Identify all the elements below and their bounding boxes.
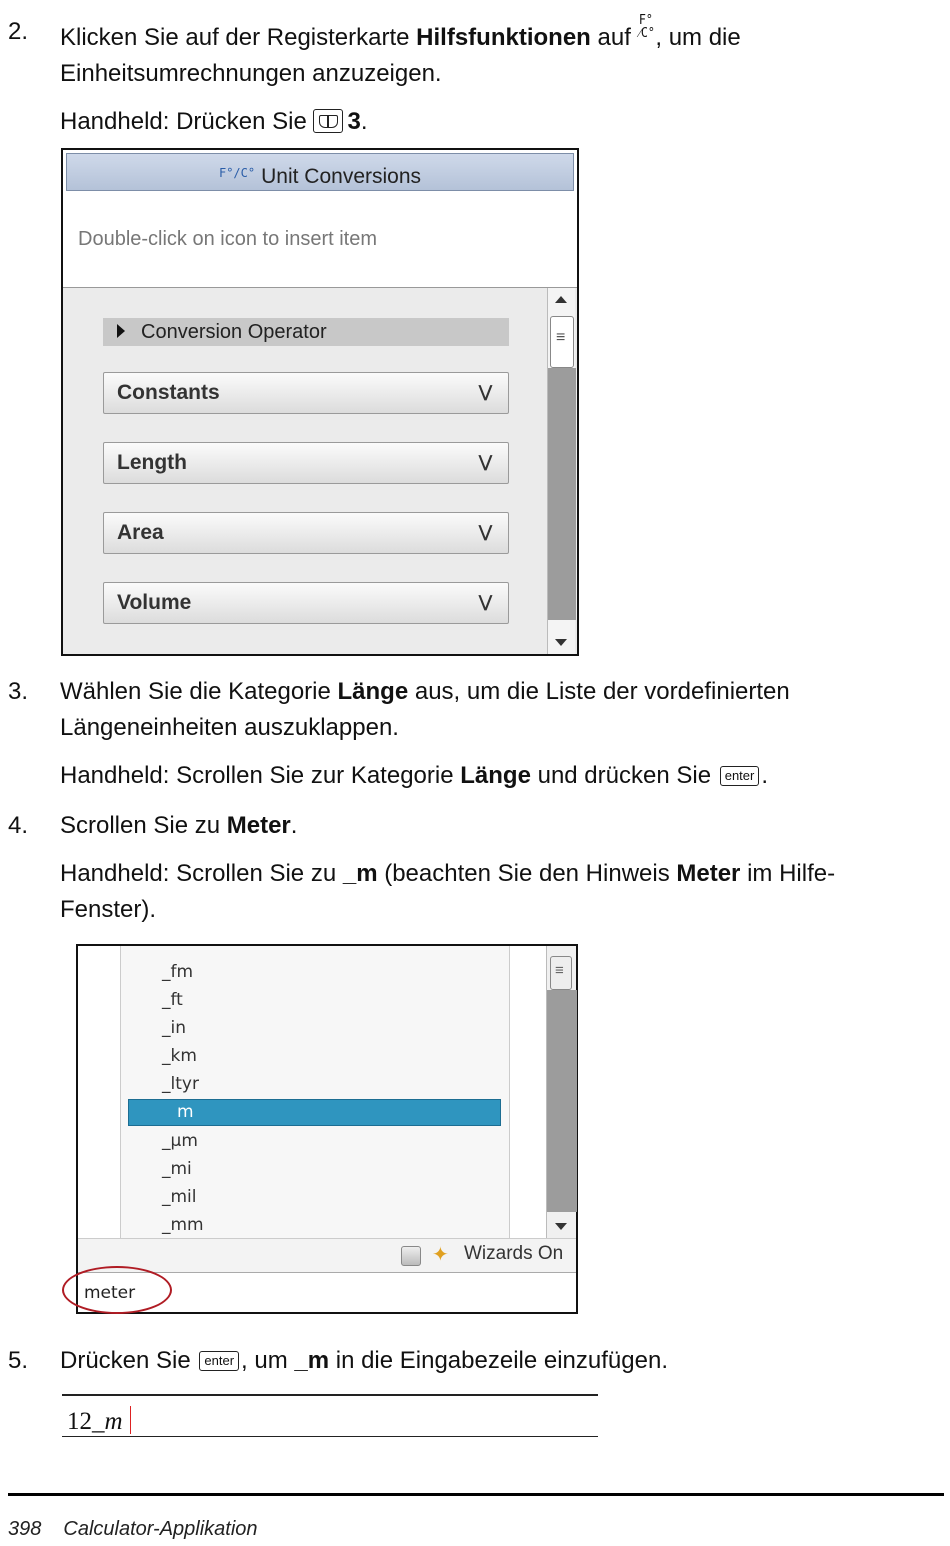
step-text: aus, um die Liste der vordefinierten [408,678,790,705]
unit-conversion-icon: F° ⁄C° [638,13,655,41]
handheld-text: (beachten Sie den Hinweis [377,860,677,887]
scroll-down-icon[interactable] [555,639,567,646]
wizards-bar [78,1238,576,1272]
category-name-laenge: Länge [337,678,409,705]
entry-line-value[interactable] [67,1408,123,1436]
step-number: 3. [8,678,29,705]
scroll-track[interactable] [547,990,577,1212]
unit-name-meter: Meter [676,860,741,887]
punctuation: . [290,812,298,839]
handheld-text: Handheld: Drücken Sie [60,108,314,135]
unit-name-meter: Meter [226,812,291,839]
handheld-text: im Hilfe- [740,860,836,887]
category-label: Constants [117,381,220,404]
key-3: 3 [347,108,361,135]
category-label: Volume [117,591,192,614]
category-length[interactable] [103,442,509,484]
step-text: Längeneinheiten auszuklappen. [60,714,399,741]
handheld-text: Fenster). [60,896,157,923]
category-list [63,288,577,654]
step-text: Klicken Sie auf der Registerkarte [60,24,417,51]
unit-conversion-icon: F°/C° [218,166,256,180]
wizards-checkbox[interactable] [401,1246,421,1266]
wizard-wand-icon: ✦ [432,1244,449,1266]
handheld-text: Handheld: Scrollen Sie zu [60,860,343,887]
list-item[interactable]: _µm [162,1131,198,1151]
unit-symbol-m: _m [342,860,378,887]
panel-title-bar [66,153,574,191]
step-number: 5. [8,1347,29,1374]
scrollbar[interactable] [547,288,575,654]
help-text: meter [84,1283,136,1303]
wizards-label: Wizards On [464,1243,564,1264]
category-constants[interactable] [103,372,509,414]
text-cursor [130,1406,131,1434]
step-text: , um [241,1347,295,1374]
panel-title: Unit Conversions [261,165,422,188]
tab-name-hilfsfunktionen: Hilfsfunktionen [416,24,591,51]
list-item[interactable]: _ltyr [162,1074,199,1094]
expand-arrow-icon [117,324,125,338]
entry-number: 12 [67,1408,92,1435]
list-item[interactable]: _mm [162,1215,204,1235]
operator-label: Conversion Operator [141,321,327,343]
page-footer [8,1518,258,1541]
handheld-text: und drücken Sie [530,762,718,789]
scroll-down-icon[interactable] [555,1223,567,1230]
footer-rule [8,1493,944,1496]
footer-title: Calculator-Applikation [63,1518,258,1540]
unit-conversions-panel [61,148,579,656]
category-volume[interactable] [103,582,509,624]
list-item[interactable]: _mi [162,1159,192,1179]
scroll-thumb[interactable] [550,956,572,990]
length-units-panel [76,944,578,1314]
step-number: 2. [8,18,29,45]
category-label: Area [117,521,164,544]
unit-list [78,946,576,1238]
category-area[interactable] [103,512,509,554]
enter-key: enter [199,1351,239,1371]
punctuation: . [761,762,769,789]
chevron-down-icon: ⋁ [478,384,492,401]
list-item[interactable]: _mil [162,1187,197,1207]
step-text: auf [590,24,638,51]
scroll-track[interactable] [548,368,576,620]
chevron-down-icon: ⋁ [478,594,492,611]
step-text: in die Eingabezeile einzufügen. [329,1347,668,1374]
book-key-icon [313,109,343,133]
conversion-operator-item[interactable] [103,318,509,346]
scroll-thumb[interactable] [550,316,574,368]
list-item[interactable]: _ft [162,990,183,1010]
scroll-up-icon[interactable] [555,296,567,303]
punctuation: . [360,108,368,135]
selected-list-item[interactable] [128,1099,501,1126]
panel-hint: Double-click on icon to insert item [78,228,378,250]
handheld-text: Handheld: Scrollen Sie zur Kategorie [60,762,461,789]
step-text: Einheitsumrechnungen anzuzeigen. [60,60,442,87]
step-text: Drücken Sie [60,1347,198,1374]
list-item[interactable]: _in [162,1018,186,1038]
entry-unit: _m [92,1408,123,1435]
selected-unit-label: m [177,1102,194,1122]
step-text: Scrollen Sie zu [60,812,227,839]
step-number: 4. [8,812,29,839]
enter-key: enter [720,766,760,786]
step-text: Wählen Sie die Kategorie [60,678,338,705]
category-label: Length [117,451,187,474]
category-name-laenge: Länge [460,762,531,789]
list-item[interactable]: _km [162,1046,197,1066]
highlight-circle [62,1266,172,1314]
chevron-down-icon: ⋁ [478,524,492,541]
page-number: 398 [8,1518,42,1540]
chevron-down-icon: ⋁ [478,454,492,471]
unit-symbol-m: _m [294,1347,330,1374]
entry-line-top [62,1394,598,1396]
step-text: , um die [655,24,741,51]
list-item[interactable]: _fm [162,962,194,982]
entry-line-bottom [62,1436,598,1437]
scrollbar[interactable] [546,946,576,1238]
